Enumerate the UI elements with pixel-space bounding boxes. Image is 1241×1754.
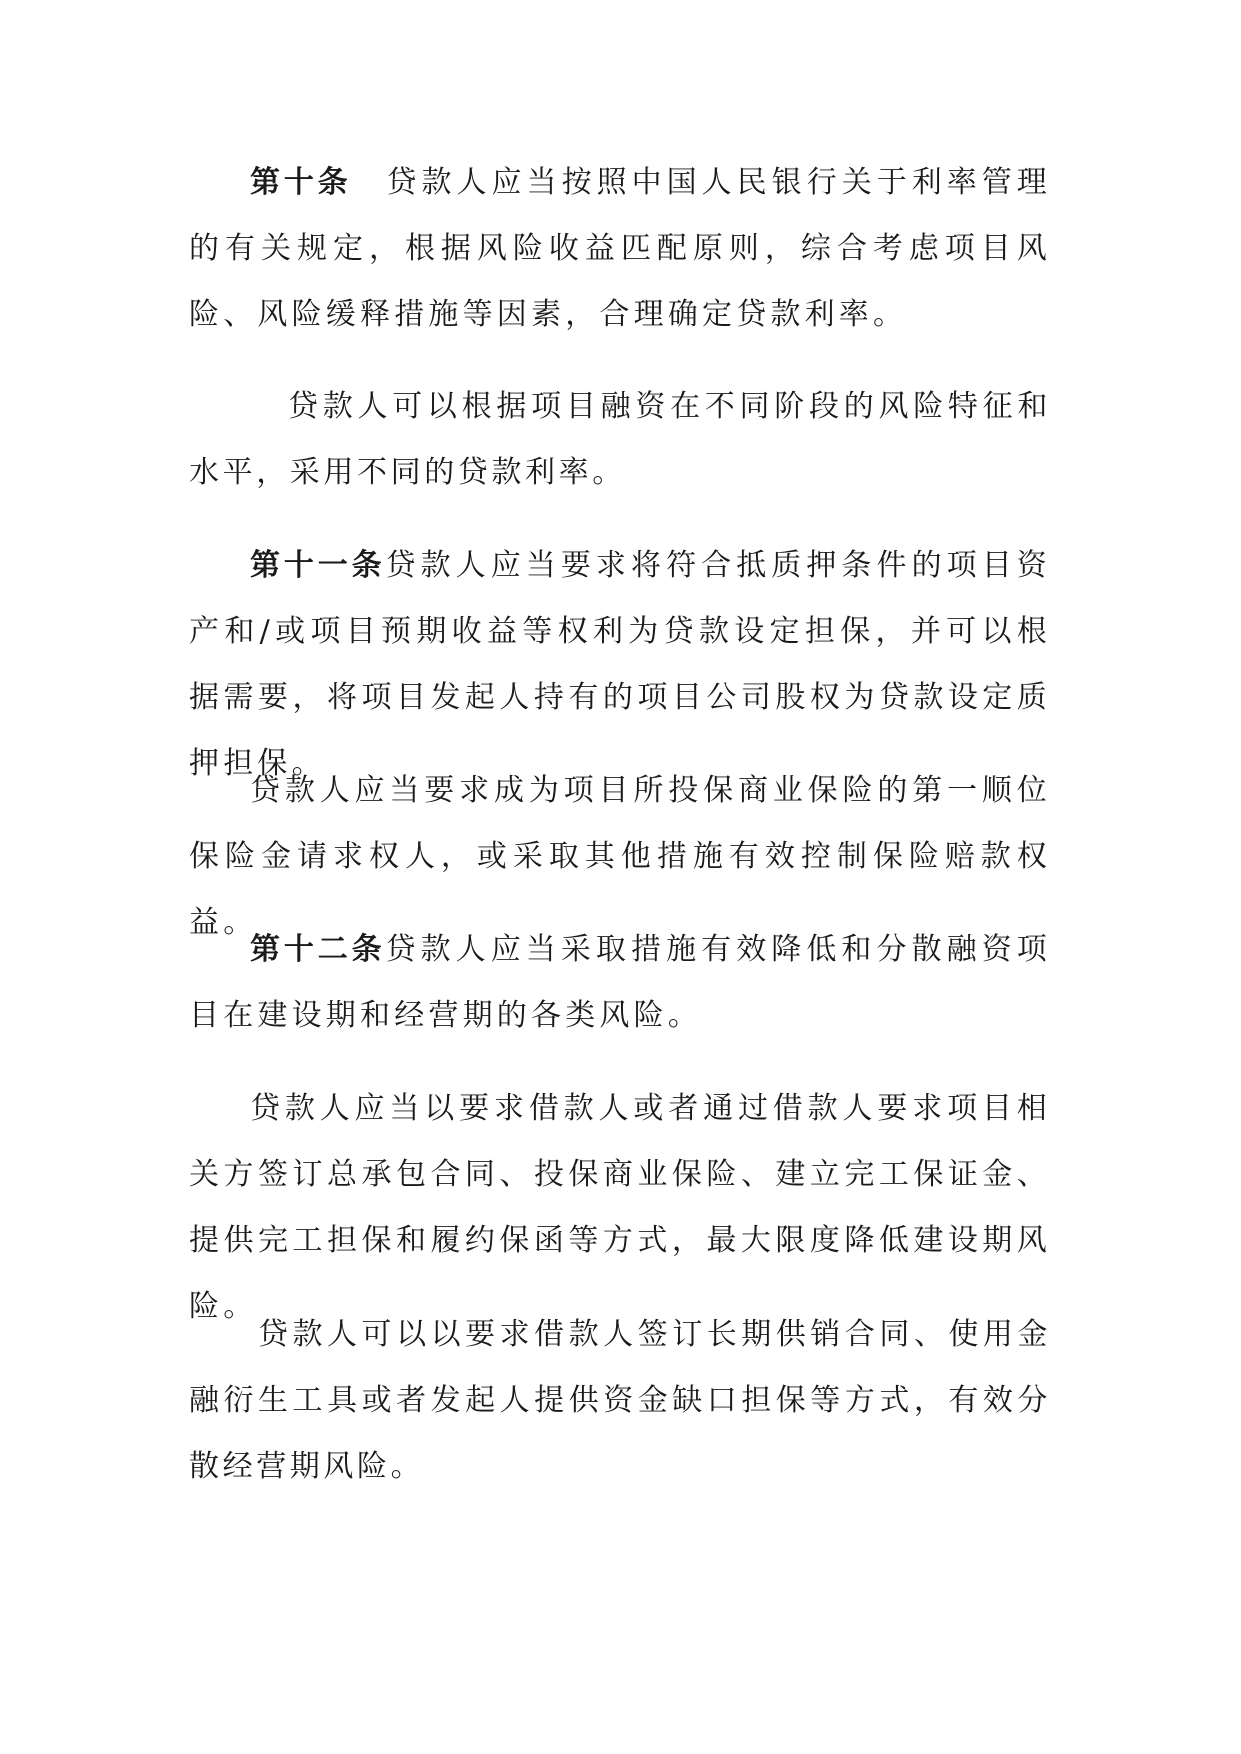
article-12-heading: 第十二条 <box>250 932 386 967</box>
article-12-clause-2-text: 贷款人应当以要求借款人或者通过借款人要求项目相关方签订总承包合同、投保商业保险、建立完工保证金、提供完工担保和履约保函等方式，最大限度降低建设期风险。 <box>189 1091 1051 1324</box>
article-11-heading: 第十一条 <box>250 548 386 583</box>
article-12-text: 贷款人应当采取措施有效降低和分散融资项目在建设期和经营期的各类风险。 <box>189 932 1051 1033</box>
article-10-paragraph <box>189 150 1051 348</box>
article-10-clause-2-text: 贷款人可以根据项目融资在不同阶段的风险特征和水平，采用不同的贷款利率。 <box>189 389 1051 490</box>
article-10-heading: 第十条 <box>250 165 352 200</box>
article-12-paragraph <box>189 917 1051 1049</box>
article-10-clause-2 <box>189 374 1051 506</box>
article-11-clause-2-text: 贷款人应当要求成为项目所投保商业保险的第一顺位保险金请求权人，或采取其他措施有效控制保险赔款权益。 <box>189 773 1051 940</box>
article-12-clause-2 <box>189 1076 1051 1340</box>
article-12-clause-3-text: 贷款人可以以要求借款人签订长期供销合同、使用金融衍生工具或者发起人提供资金缺口担保等方式，有效分散经营期风险。 <box>189 1317 1051 1484</box>
article-12-clause-3 <box>189 1302 1051 1500</box>
article-10-separator <box>351 165 386 200</box>
article-10-text: 贷款人应当按照中国人民银行关于利率管理的有关规定，根据风险收益匹配原则，综合考虑项目风险、风险缓释措施等因素，合理确定贷款利率。 <box>189 165 1051 332</box>
article-11-text: 贷款人应当要求将符合抵质押条件的项目资产和/或项目预期收益等权利为贷款设定担保，并可以根据需要，将项目发起人持有的项目公司股权为贷款设定质押担保。 <box>189 548 1051 781</box>
